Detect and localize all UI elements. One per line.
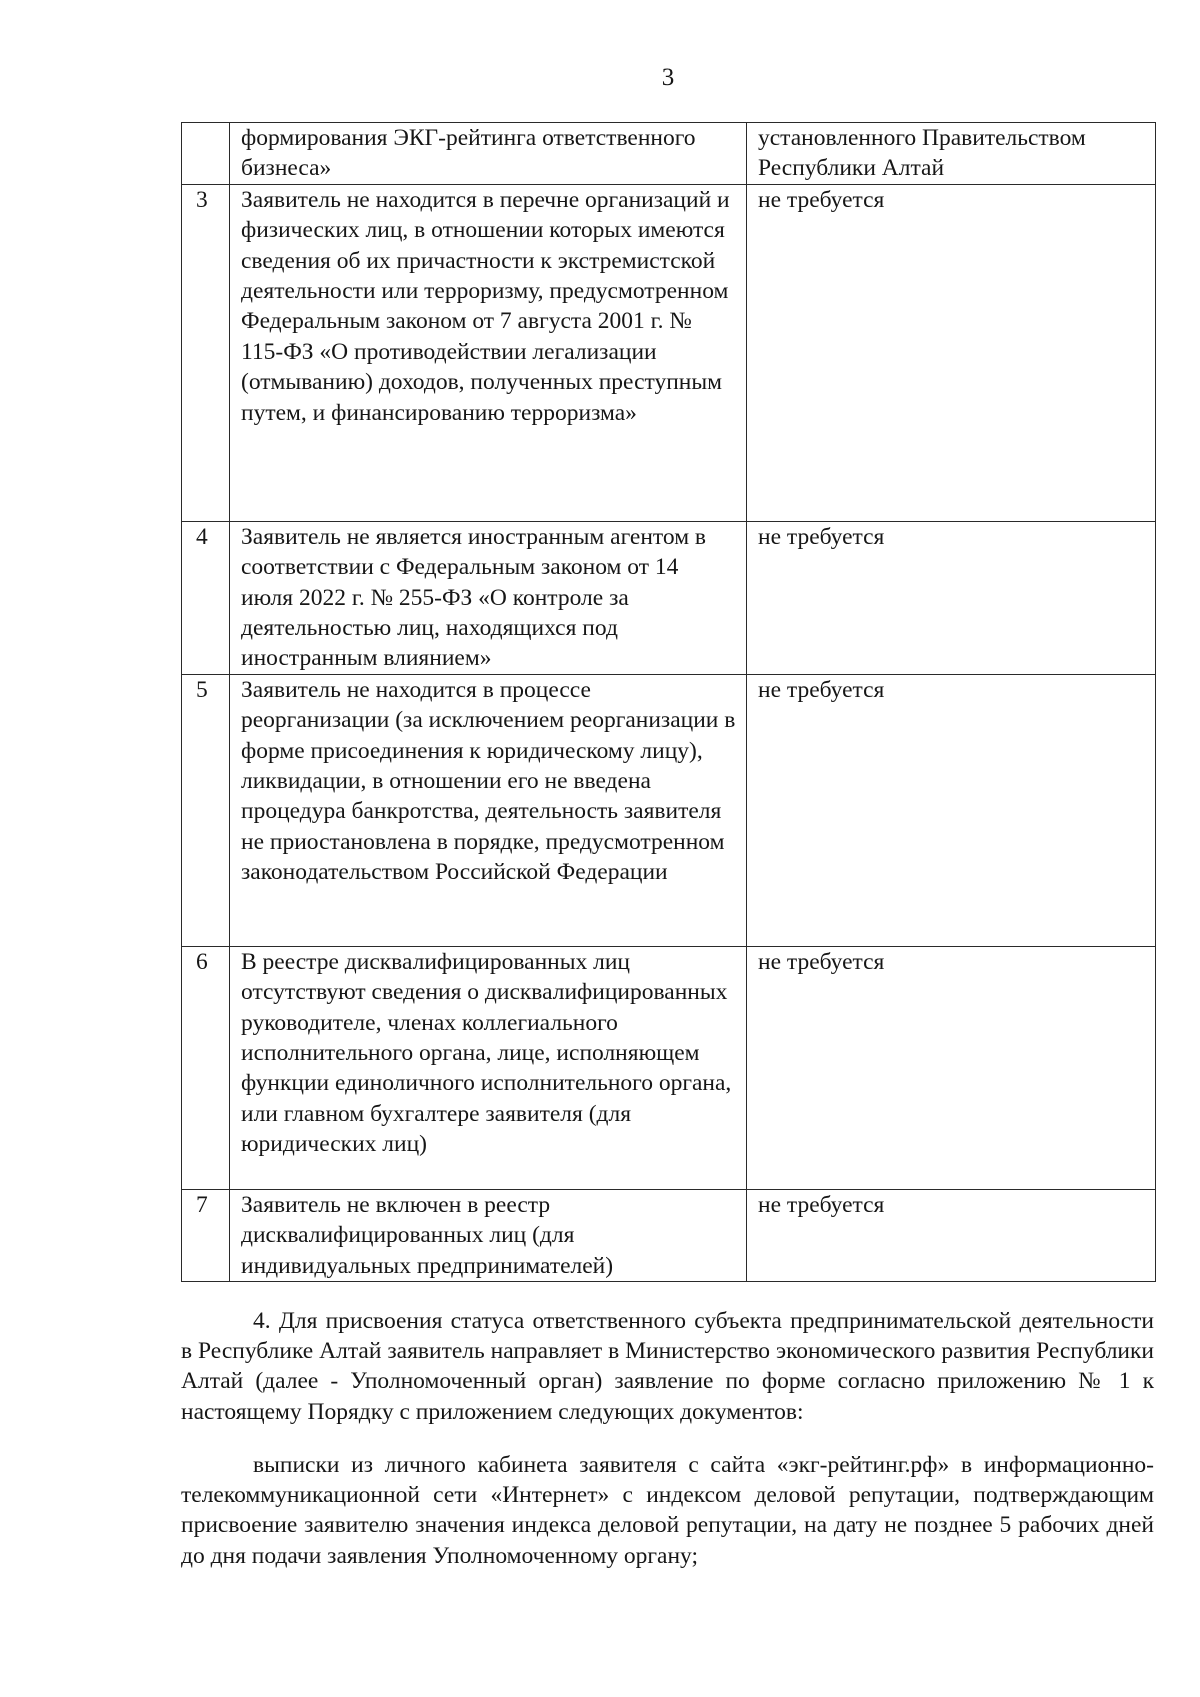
paragraph-4-text: 4. Для присвоения статуса ответственного субъекта предпринимательской деятельности в Республике Алтай заявитель направляет в Министерство экономического развития Республики Алтай (далее - Уполномоченный орган) заявление по форме согласно приложению № 1 к настоящему Порядку с приложением следующих документов: xyxy=(181,1307,1154,1425)
table-row xyxy=(182,123,1156,185)
row-number: 4 xyxy=(182,521,230,674)
condition-cell: формирования ЭКГ-рейтинга ответственного бизнеса» xyxy=(230,123,747,185)
condition-cell: Заявитель не является иностранным агентом в соответствии с Федеральным законом от 14 июля 2022 г. № 255-ФЗ «О контроле за деятельностью лиц, находящихся под иностранным влиянием» xyxy=(230,521,747,674)
condition-cell: Заявитель не находится в перечне организаций и физических лиц, в отношении которых имеются сведения об их причастности к экстремистской деятельности или терроризму, предусмотренном Федеральным законом от 7 августа 2001 г. № 115-ФЗ «О противодействии легализации (отмыванию) доходов, полученных преступным путем, и финансированию терроризма» xyxy=(230,184,747,521)
table-row xyxy=(182,184,1156,521)
row-number: 7 xyxy=(182,1189,230,1281)
condition-cell: Заявитель не включен в реестр дисквалифицированных лиц (для индивидуальных предпринимателей) xyxy=(230,1189,747,1281)
paragraph-extract-text: выписки из личного кабинета заявителя с сайта «экг-рейтинг.рф» в информационно-телекоммуникационной сети «Интернет» с индексом деловой репутации, подтверждающим присвоение заявителю значения индекса деловой репутации, на дату не позднее 5 рабочих дней до дня подачи заявления Уполномоченному органу; xyxy=(181,1451,1154,1569)
row-number: 5 xyxy=(182,674,230,946)
confirmation-cell: не требуется xyxy=(747,521,1156,674)
page-number: 3 xyxy=(661,64,675,91)
row-number: 6 xyxy=(182,946,230,1189)
confirmation-cell: установленного Правительством Республики Алтай xyxy=(747,123,1156,185)
paragraph-extract xyxy=(181,1450,1154,1572)
table-row xyxy=(182,521,1156,674)
confirmation-cell: не требуется xyxy=(747,184,1156,521)
condition-cell: Заявитель не находится в процессе реорганизации (за исключением реорганизации в форме присоединения к юридическому лицу), ликвидации, в отношении его не введена процедура банкротства, деятельность заявителя не приостановлена в порядке, предусмотренном законодательством Российской Федерации xyxy=(230,674,747,946)
table-row xyxy=(182,674,1156,946)
paragraph-4 xyxy=(181,1306,1154,1428)
confirmation-cell: не требуется xyxy=(747,1189,1156,1281)
table-row xyxy=(182,946,1156,1189)
condition-cell: В реестре дисквалифицированных лиц отсутствуют сведения о дисквалифицированных руководителе, членах коллегиального исполнительного органа, лице, исполняющем функции единоличного исполнительного органа, или главном бухгалтере заявителя (для юридических лиц) xyxy=(230,946,747,1189)
row-number: 3 xyxy=(182,184,230,521)
table-row xyxy=(182,1189,1156,1281)
confirmation-cell: не требуется xyxy=(747,674,1156,946)
row-number xyxy=(182,123,230,185)
confirmation-cell: не требуется xyxy=(747,946,1156,1189)
requirements-table xyxy=(181,122,1156,1282)
